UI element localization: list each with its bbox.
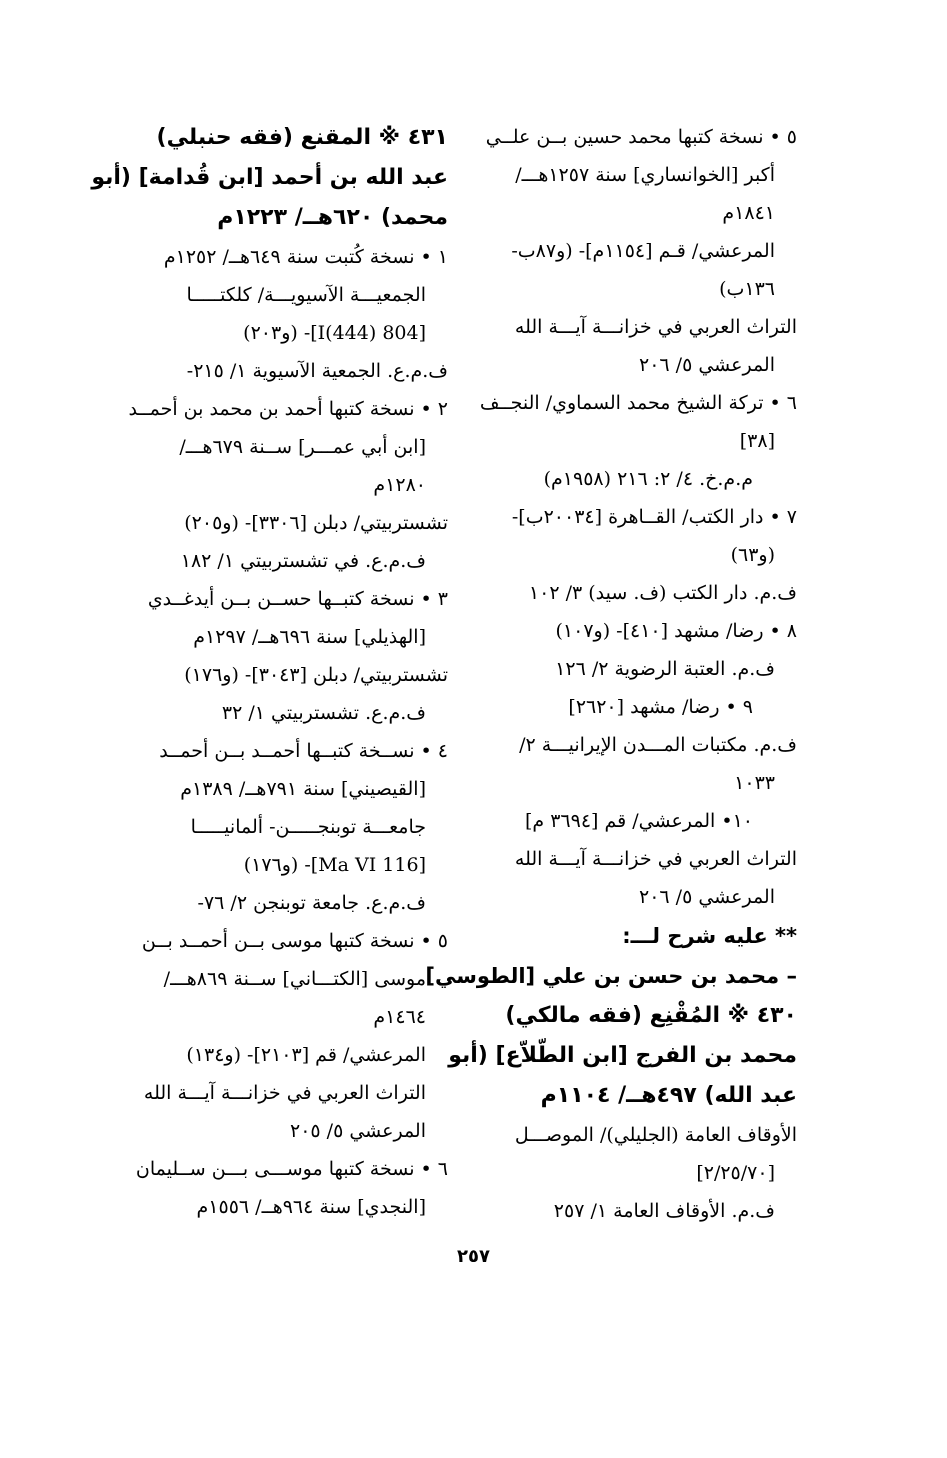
left-column: [91, 118, 448, 1226]
entry-line: ٣ • نسخة كتبــها حســن بــن أيدغــدي: [147, 588, 448, 610]
entry-line: الجمعيـــة الآسيويـــة/ كلكتـــــا: [186, 284, 426, 306]
entry-line: ف.م. الأوقاف العامة ١/ ٢٥٧: [553, 1200, 775, 1222]
entry-line: م.م.خ. ٤/ ٢: ٢١٦ (١٩٥٨م): [543, 468, 753, 490]
entry-line: ١٠٣٣: [734, 772, 775, 794]
entry-line: المرعشي ٥/ ٢٠٦: [639, 886, 775, 908]
entry-author-date: عبد الله) ٤٩٧هــ/ ١١٠٤م: [540, 1083, 797, 1108]
right-column: [425, 118, 797, 1230]
entry-line: أكبر [الخوانساري] سنة ١٢٥٧هـــ/: [515, 164, 775, 186]
entry-line: ١ • نسخة كُتبت سنة ٦٤٩هــ/ ١٢٥٢م: [163, 246, 448, 268]
entry-line: ف.م.ع. في تشستربيتي ١/ ١٨٢: [180, 550, 426, 572]
entry-line: التراث العربي في خزانـــة آيـــة الله: [514, 316, 797, 338]
entry-line: ٦ • تركة الشيخ محمد السماوي/ النجــف: [479, 392, 797, 414]
entry-line: التراث العربي في خزانـــة آيـــة الله: [143, 1082, 426, 1104]
entry-line: الأوقاف العامة (الجليلي)/ الموصـــل: [514, 1124, 797, 1146]
page-number: ٢٥٧: [457, 1246, 490, 1267]
entry-line: (و٦٣): [730, 544, 775, 566]
entry-line: ف.م. دار الكتب (ف. سيد) ٣/ ١٠٢: [528, 582, 797, 604]
entry-title: ٤٣٠ ※ المُقْنِع (فقه مالكي): [505, 1003, 797, 1028]
entry-line: [الهذيلي] سنة ٦٩٦هــ/ ١٢٩٧م: [193, 626, 426, 648]
commentary-heading: ** عليه شرح لـــ:: [622, 924, 797, 948]
entry-author-date: محمد) ٦٢٠هــ/ ١٢٢٣م: [217, 205, 448, 230]
entry-line: ٤ • نســخة كتبــها أحمــد بــن أحمــد: [159, 740, 448, 762]
entry-line: تشستربيتي/ دبلن [٣٣٠٦]- (و٢٠٥): [184, 512, 448, 534]
entry-line: التراث العربي في خزانـــة آيـــة الله: [514, 848, 797, 870]
entry-line: تشستربيتي/ دبلن [٣٠٤٣]- (و١٧٦): [184, 664, 448, 686]
entry-line: ٥ • نسخة كتبها موسى بــن أحمــد بــن: [141, 930, 448, 952]
entry-line: ف.م. العتبة الرضوية ٢/ ١٢٦: [555, 658, 775, 680]
entry-line: [ابن أبي عمـــر] ســنة ٦٧٩هـــ/: [179, 436, 426, 458]
entry-line: [٢/٢٥/٧٠]: [696, 1162, 775, 1184]
entry-line: المرعشي ٥/ ٢٠٥: [290, 1120, 426, 1142]
entry-title: ٤٣١ ※ المقنع (فقه حنبلي): [156, 125, 448, 150]
entry-line: [النجدي] سنة ٩٦٤هــ/ ١٥٥٦م: [196, 1196, 426, 1218]
entry-line: المرعشي/ قـم [١١٥٤م]- (و٨٧ب-: [511, 240, 775, 262]
entry-line: ف.م.ع. الجمعية الآسيوية ١/ ٢١٥-: [186, 360, 448, 382]
commentary-author: – محمد بن حسن بن علي [الطوسي]: [425, 964, 797, 988]
entry-line: موسى [الكتـــاني] ســنة ٨٦٩هـــ/: [163, 968, 426, 990]
entry-line: ٦ • نسخة كتبها موســـى بـــن ســليمان: [135, 1158, 448, 1180]
entry-line: ٩ • رضا/ مشهد [٢٦٢٠]: [568, 696, 753, 718]
entry-line: ٢ • نسخة كتبها أحمد بن محمد بن أحمــد: [128, 398, 448, 420]
entry-line: ف.م. مكتبات المـــدن الإيرانيـــة ٢/: [519, 734, 797, 756]
entry-line: ف.م.ع. تشستربيتي ١/ ٣٢: [221, 702, 426, 724]
entry-line: ١٣٦ب): [719, 278, 775, 300]
entry-line: المرعشي ٥/ ٢٠٦: [639, 354, 775, 376]
entry-line: ٨ • رضا/ مشهد [٤١٠]- (و١٠٧): [555, 620, 797, 642]
entry-line: المرعشي/ قم [٢١٠٣]- (و١٣٤): [186, 1044, 426, 1066]
entry-line: [Ma VI 116]- (و١٧٦): [243, 854, 426, 876]
entry-line: ٥ • نسخة كتبها محمد حسين بــن علــي: [485, 126, 797, 148]
entry-line: ١٨٤١م: [722, 202, 775, 224]
entry-line: ١٠• المرعشي/ قم [٣٦٩٤ م]: [525, 810, 753, 832]
entry-line: ف.م.ع. جامعة توبنجن ٢/ ٧٦-: [197, 892, 426, 914]
entry-line: ١٤٦٤م: [373, 1006, 426, 1028]
entry-line: [804 I(444)]- (و٢٠٣): [243, 322, 426, 344]
entry-author: محمد بن الفرج [ابن الطّلاّع] (أبو: [448, 1043, 797, 1068]
entry-author: عبد الله بن أحمد [ابن قُدامة] (أبو: [91, 165, 448, 190]
entry-line: [القيصيني] سنة ٧٩١هــ/ ١٣٨٩م: [180, 778, 426, 800]
entry-line: ١٢٨٠م: [373, 474, 426, 496]
entry-line: جامعـــة توبنجـــــن- ألمانيـــــا: [190, 816, 426, 838]
entry-line: ٧ • دار الكتب/ القــاهرة [٢٠٠٣٤ب]-: [511, 506, 797, 528]
entry-line: [٣٨]: [739, 430, 775, 452]
